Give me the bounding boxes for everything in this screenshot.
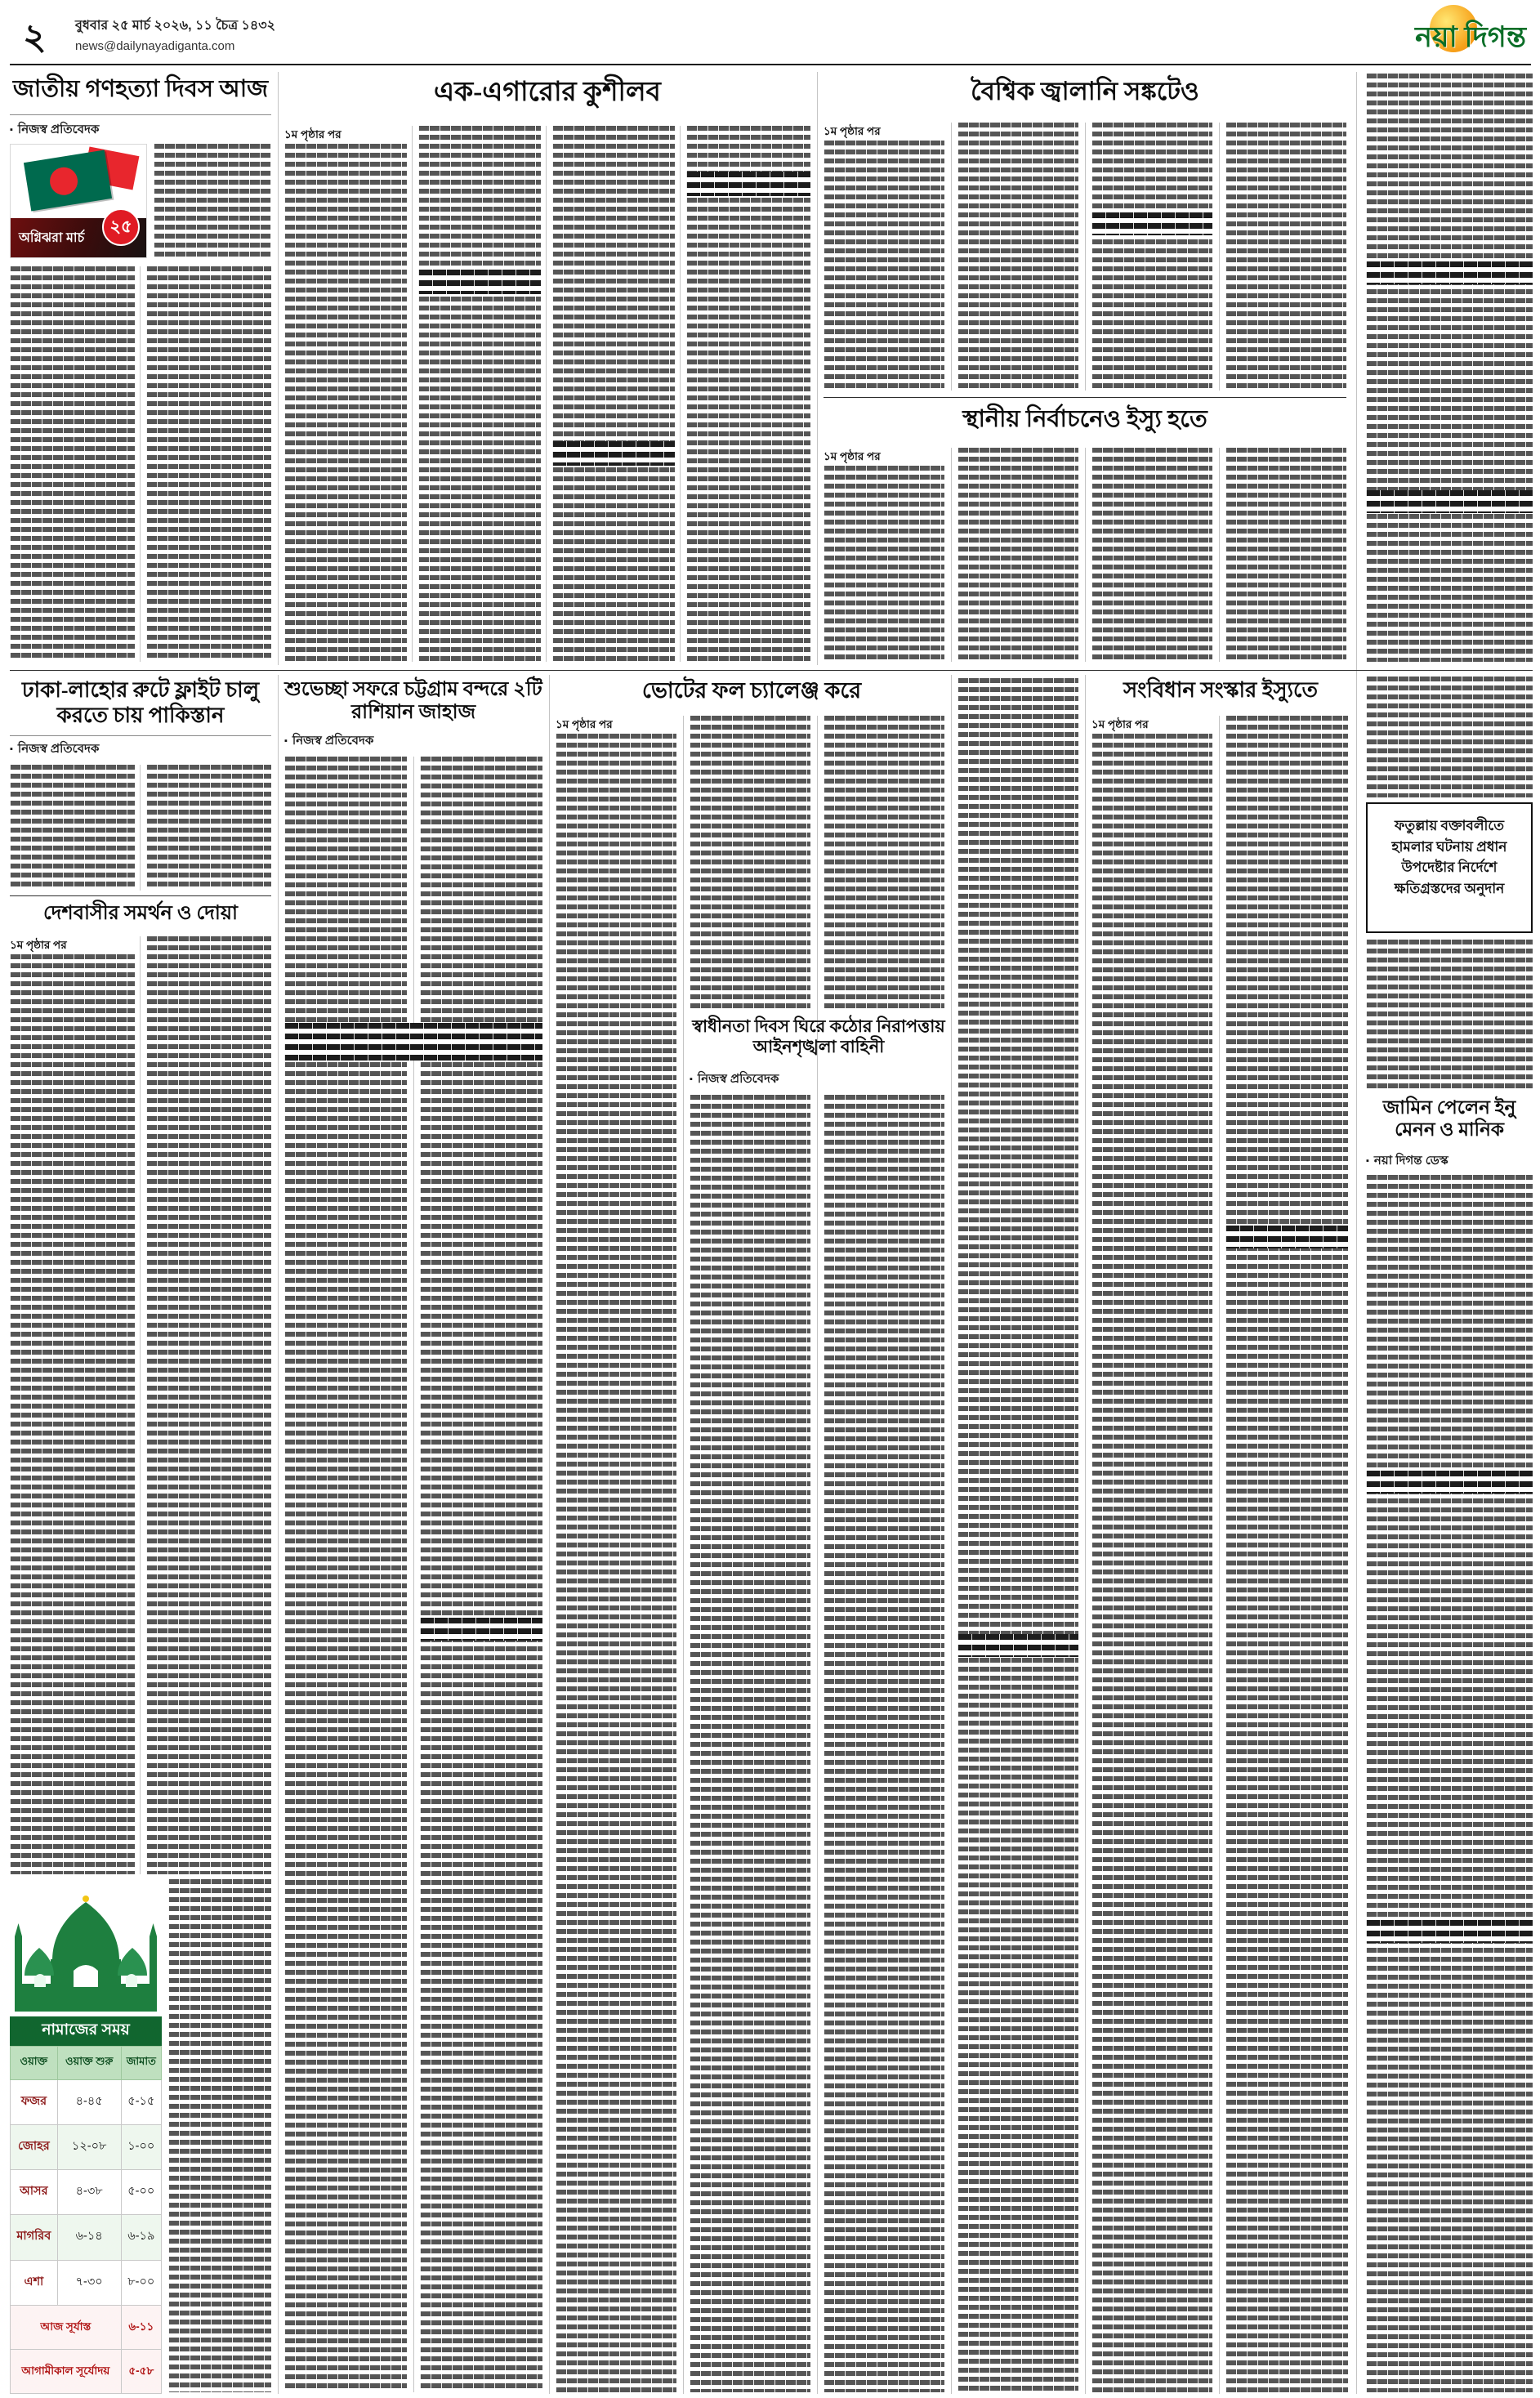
- date-line: বুধবার ২৫ মার্চ ২০২৬, ১১ চৈত্র ১৪৩২: [75, 19, 276, 33]
- column-rule: [546, 126, 547, 662]
- column-rule: [1356, 72, 1357, 2394]
- table-row: [11, 2124, 162, 2169]
- body-text: [284, 757, 407, 2392]
- bangladesh-flag-icon: [24, 150, 112, 212]
- prayer-name: এশা: [11, 2260, 58, 2305]
- sunrise-label: আগামীকাল সূর্যোদয়: [11, 2349, 122, 2393]
- byline-russian-ships: [284, 732, 542, 750]
- body-text: [10, 765, 135, 891]
- body-text: [420, 757, 542, 2392]
- body-text: [552, 126, 675, 662]
- paper-logo: [1335, 3, 1528, 59]
- column-rule: [412, 126, 413, 662]
- contact-email: news@dailynayadiganta.com: [75, 39, 235, 53]
- prayer-times-title: নামাজের সময়: [10, 2016, 162, 2046]
- byline-bullet-icon: ▪: [1366, 1155, 1369, 1166]
- body-text: [284, 144, 407, 662]
- col-header: ওয়াক্ত শুরু: [57, 2047, 121, 2080]
- prayer-jamat: ৫-০০: [121, 2170, 161, 2215]
- continuation-marker: ১ম পৃষ্ঠার পর: [824, 450, 881, 462]
- headline-global-energy: বৈশ্বিক জ্বালানি সঙ্কটেও: [971, 77, 1199, 105]
- column-rule: [951, 448, 952, 662]
- body-text: [690, 1095, 810, 2392]
- column-rule: [817, 716, 818, 2394]
- body-text: [168, 1879, 271, 2392]
- column-rule: [1219, 716, 1220, 2394]
- byline-bullet-icon: ▪: [10, 744, 13, 754]
- body-text: [1225, 716, 1348, 2392]
- headline-public-support: দেশবাসীর সমর্থন ও দোয়া: [43, 903, 238, 924]
- headline-independence-security: স্বাধীনতা দিবস ঘিরে কঠোর নিরাপত্তায় আইনশৃঙ্খলা বাহিনী: [692, 1016, 945, 1056]
- headline-constitution-reform: সংবিধান সংস্কার ইস্যুতে: [1123, 678, 1319, 702]
- sunset-label: আজ সূর্যাস্ত: [11, 2305, 122, 2349]
- body-text: [1366, 940, 1533, 1090]
- body-text: [1091, 123, 1212, 391]
- body-text: [154, 144, 271, 258]
- column-rule: [140, 266, 141, 662]
- column-rule: [140, 936, 141, 1874]
- byline-independence-security: [690, 1070, 948, 1088]
- subheading-text: [1366, 490, 1533, 513]
- column-rule: [680, 126, 681, 662]
- byline-text: নিজস্ব প্রতিবেদক: [697, 1071, 779, 1086]
- body-text: [957, 123, 1078, 391]
- byline-text: নিজস্ব প্রতিবেদক: [17, 122, 100, 136]
- body-text: [1366, 677, 1533, 797]
- table-row: [11, 2170, 162, 2215]
- body-text: [1225, 448, 1346, 662]
- section-rule: [10, 895, 271, 896]
- headline-vote-challenge: ভোটের ফল চ্যালেঞ্জ করে: [641, 678, 862, 703]
- prayer-jamat: ৬-১৯: [121, 2215, 161, 2260]
- flag-circle: [48, 165, 80, 197]
- genocide-day-graphic: [10, 144, 147, 258]
- subheading-text: [1366, 261, 1533, 284]
- column-rule: [549, 675, 550, 2394]
- body-text: [824, 141, 944, 391]
- section-rule: [824, 397, 1346, 398]
- logo-text: নয়া দিগন্ত: [1415, 21, 1526, 53]
- subheading-text: [284, 1023, 542, 1061]
- continuation-marker: ১ম পৃষ্ঠার পর: [1091, 718, 1149, 730]
- headline-one-eleven: এক-এগারোর কুশীলব: [434, 78, 661, 107]
- subheading-text: [686, 172, 810, 196]
- body-text: [146, 266, 271, 662]
- column-rule: [683, 716, 684, 2394]
- byline-text: নয়া দিগন্ত ডেস্ক: [1373, 1153, 1448, 1168]
- body-text: [1091, 448, 1212, 662]
- table-row: [11, 2260, 162, 2305]
- subheading-text: [957, 1634, 1078, 1657]
- body-text: [686, 126, 810, 662]
- byline-text: নিজস্ব প্রতিবেদক: [17, 741, 100, 756]
- column-rule: [1085, 675, 1086, 2394]
- column-rule: [278, 675, 279, 2394]
- body-text: [824, 1095, 944, 2392]
- prayer-name: ফজর: [11, 2079, 58, 2124]
- headline-rule: [10, 114, 271, 115]
- body-text: [824, 466, 944, 662]
- body-text: [556, 734, 676, 2392]
- subheading-text: [420, 1618, 542, 1641]
- column-rule: [1219, 448, 1220, 662]
- notice-box-fatullah: ফতুল্লায় বক্তাবলীতে হামলার ঘটনায় প্রধান উপদেষ্টার নির্দেশে ক্ষতিগ্রস্তদের অনুদান: [1366, 802, 1533, 933]
- page-number: ২: [23, 17, 47, 57]
- prayer-times-table: [10, 2046, 162, 2394]
- byline-bail-news: [1366, 1152, 1533, 1170]
- body-text: [1366, 74, 1533, 662]
- byline-bullet-icon: ▪: [690, 1074, 693, 1084]
- byline-genocide-day: [10, 121, 271, 139]
- dateline-block: [75, 15, 418, 57]
- body-text: [418, 126, 541, 662]
- body-text: [690, 716, 810, 1010]
- byline-dhaka-lahore: [10, 740, 271, 758]
- headline-bail-news: জামিন পেলেন ইনু মেনন ও মানিক: [1382, 1097, 1516, 1141]
- subheading-text: [1366, 1920, 1533, 1943]
- body-text: [10, 266, 135, 662]
- prayer-jamat: ৮-০০: [121, 2260, 161, 2305]
- column-rule: [1219, 123, 1220, 391]
- column-rule: [278, 72, 279, 665]
- graphic-caption: অগ্নিঝরা মার্চ: [19, 230, 85, 245]
- prayer-start: ১২-০৮: [57, 2124, 121, 2169]
- column-rule: [817, 72, 818, 665]
- headline-local-election: স্থানীয় নির্বাচনেও ইস্যু হতে: [962, 406, 1207, 432]
- subheading-text: [1225, 1226, 1348, 1248]
- body-text: [957, 678, 1078, 2392]
- headline-rule: [10, 735, 271, 736]
- body-text: [957, 448, 1078, 662]
- body-text: [10, 954, 135, 1874]
- continuation-marker: ১ম পৃষ্ঠার পর: [284, 128, 341, 141]
- table-header-row: [11, 2047, 162, 2080]
- column-rule: [413, 757, 414, 2392]
- continuation-marker: ১ম পৃষ্ঠার পর: [10, 939, 67, 951]
- prayer-name: মাগরিব: [11, 2215, 58, 2260]
- prayer-start: ৪-৩৮: [57, 2170, 121, 2215]
- sunrise-value: ৫-৫৮: [121, 2349, 161, 2393]
- column-rule: [1085, 123, 1086, 391]
- headline-dhaka-lahore: ঢাকা-লাহোর রুটে ফ্লাইট চালু করতে চায় পাকিস্তান: [21, 678, 260, 727]
- body-text: [1366, 1175, 1533, 2392]
- subheading-text: [1366, 1471, 1533, 1494]
- prayer-times-box: [10, 1879, 162, 2394]
- body-text: [146, 936, 271, 1874]
- headline-russian-ships: শুভেচ্ছা সফরে চট্টগ্রাম বন্দরে ২টি রাশিয়ান জাহাজ: [284, 679, 542, 724]
- col-header: জামাত: [121, 2047, 161, 2080]
- table-footer-row: [11, 2305, 162, 2349]
- table-row: [11, 2079, 162, 2124]
- table-footer-row: [11, 2349, 162, 2393]
- header-rule: [10, 64, 1531, 65]
- body-text: [146, 765, 271, 891]
- body-text: [824, 716, 944, 1010]
- prayer-start: ৬-১৪: [57, 2215, 121, 2260]
- mosque-illustration: [10, 1879, 162, 2016]
- prayer-name: আসর: [11, 2170, 58, 2215]
- table-row: [11, 2215, 162, 2260]
- subheading-text: [1091, 212, 1212, 235]
- headline-genocide-day: জাতীয় গণহত্যা দিবস আজ: [12, 76, 269, 102]
- subheading-text: [552, 441, 675, 466]
- col-header: ওয়াক্ত: [11, 2047, 58, 2080]
- prayer-jamat: ১-০০: [121, 2124, 161, 2169]
- prayer-start: ৭-৩০: [57, 2260, 121, 2305]
- column-rule: [951, 675, 952, 2394]
- continuation-marker: ১ম পৃষ্ঠার পর: [824, 125, 881, 137]
- byline-text: নিজস্ব প্রতিবেদক: [292, 733, 374, 748]
- prayer-jamat: ৫-১৫: [121, 2079, 161, 2124]
- section-rule: [10, 670, 1533, 671]
- graphic-day-badge: ২৫: [102, 208, 140, 246]
- body-text: [1091, 734, 1212, 2392]
- byline-bullet-icon: ▪: [284, 735, 288, 746]
- column-rule: [951, 123, 952, 391]
- body-text: [1225, 123, 1346, 391]
- sunset-value: ৬-১১: [121, 2305, 161, 2349]
- byline-bullet-icon: ▪: [10, 124, 13, 135]
- prayer-start: ৪-৪৫: [57, 2079, 121, 2124]
- continuation-marker: ১ম পৃষ্ঠার পর: [556, 718, 613, 730]
- subheading-text: [418, 270, 541, 294]
- column-rule: [140, 765, 141, 891]
- prayer-name: জোহর: [11, 2124, 58, 2169]
- column-rule: [1085, 448, 1086, 662]
